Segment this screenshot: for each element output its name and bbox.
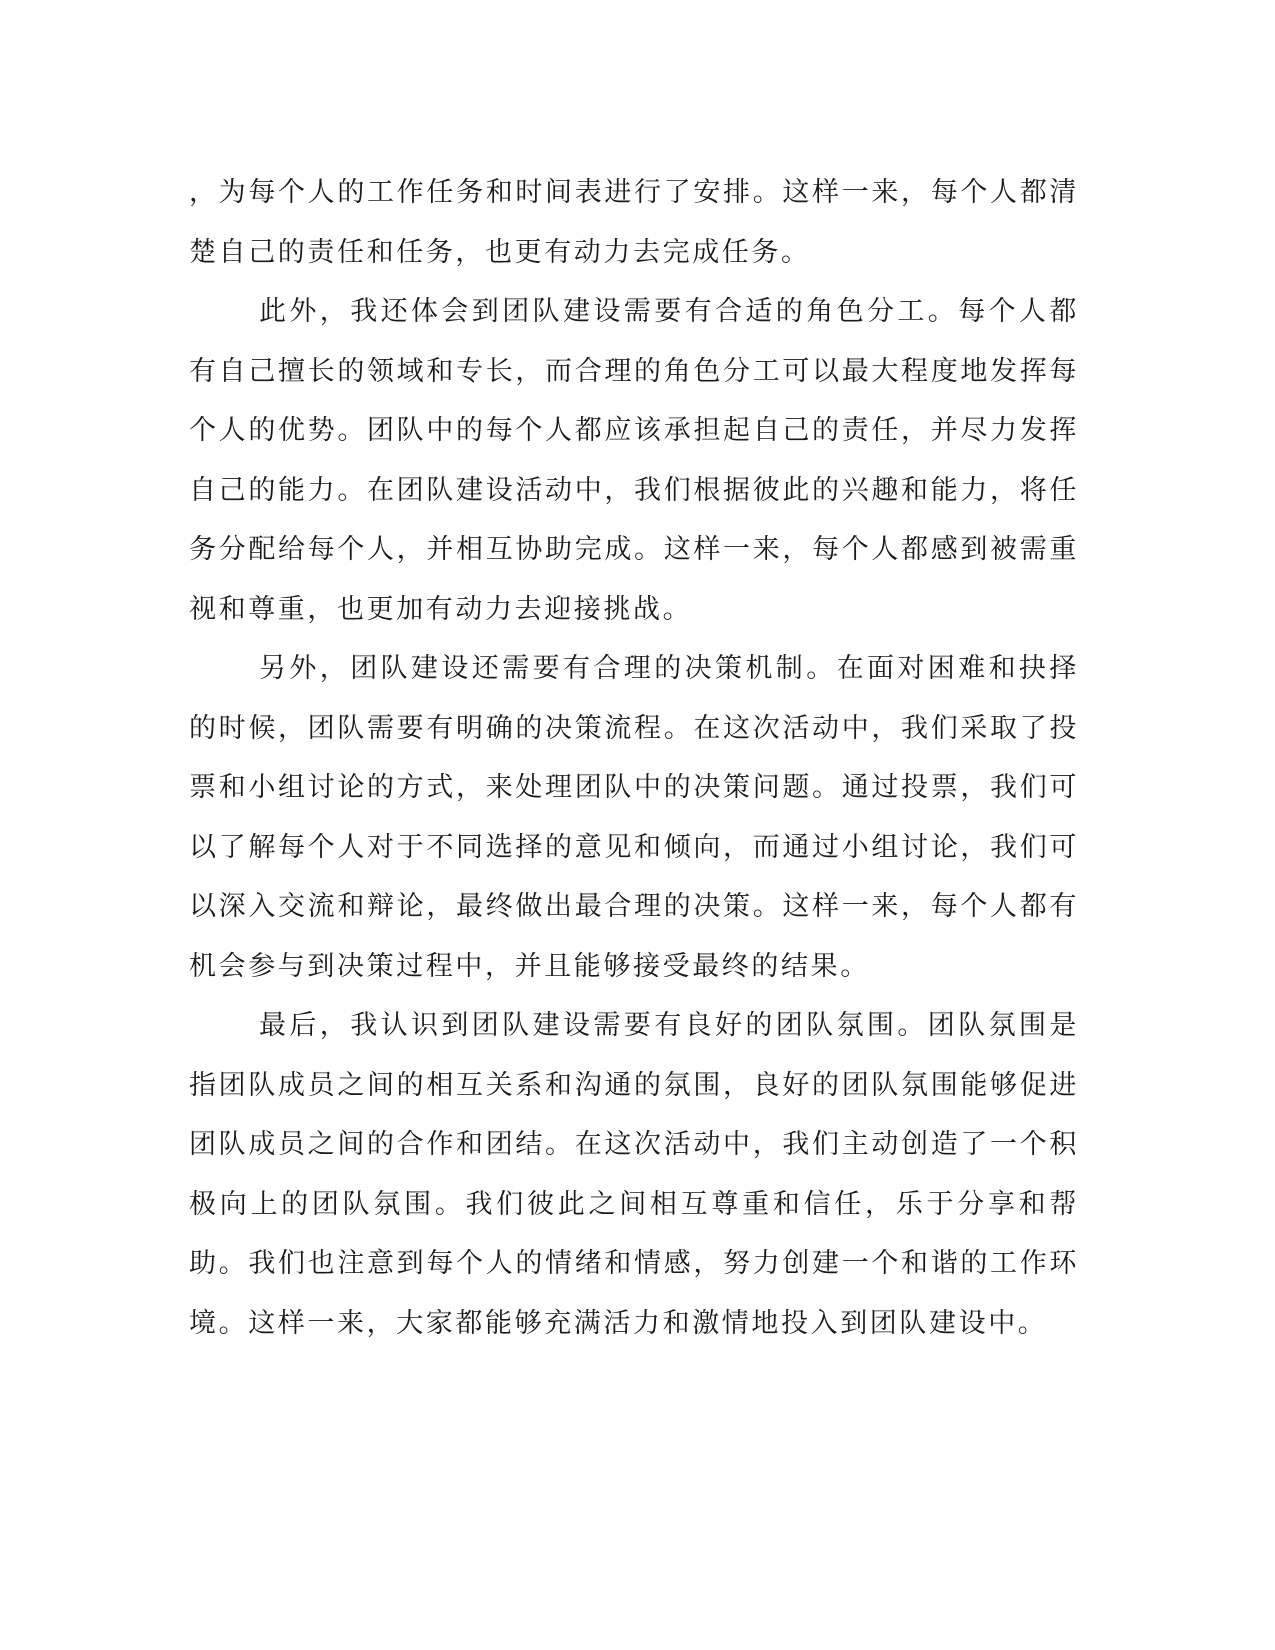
paragraph-1: ，为每个人的工作任务和时间表进行了安排。这样一来，每个人都清楚自己的责任和任务，也更有动力去完成任务。 (189, 177, 1079, 268)
body-text (189, 163, 1079, 1353)
paragraph-2: 此外，我还体会到团队建设需要有合适的角色分工。每个人都有自己擅长的领域和专长，而合理的角色分工可以最大程度地发挥每个人的优势。团队中的每个人都应该承担起自己的责任，并尽力发挥自己的能力。在团队建设活动中，我们根据彼此的兴趣和能力，将任务分配给每个人，并相互协助完成。这样一来，每个人都感到被需重视和尊重，也更加有动力去迎接挑战。 (189, 296, 1079, 625)
paragraph-4: 最后，我认识到团队建设需要有良好的团队氛围。团队氛围是指团队成员之间的相互关系和沟通的氛围，良好的团队氛围能够促进团队成员之间的合作和团结。在这次活动中，我们主动创造了一个积极向上的团队氛围。我们彼此之间相互尊重和信任，乐于分享和帮助。我们也注意到每个人的情绪和情感，努力创建一个和谐的工作环境。这样一来，大家都能够充满活力和激情地投入到团队建设中。 (189, 1010, 1079, 1339)
paragraph-3: 另外，团队建设还需要有合理的决策机制。在面对困难和抉择的时候，团队需要有明确的决策流程。在这次活动中，我们采取了投票和小组讨论的方式，来处理团队中的决策问题。通过投票，我们可以了解每个人对于不同选择的意见和倾向，而通过小组讨论，我们可以深入交流和辩论，最终做出最合理的决策。这样一来，每个人都有机会参与到决策过程中，并且能够接受最终的结果。 (189, 653, 1079, 982)
